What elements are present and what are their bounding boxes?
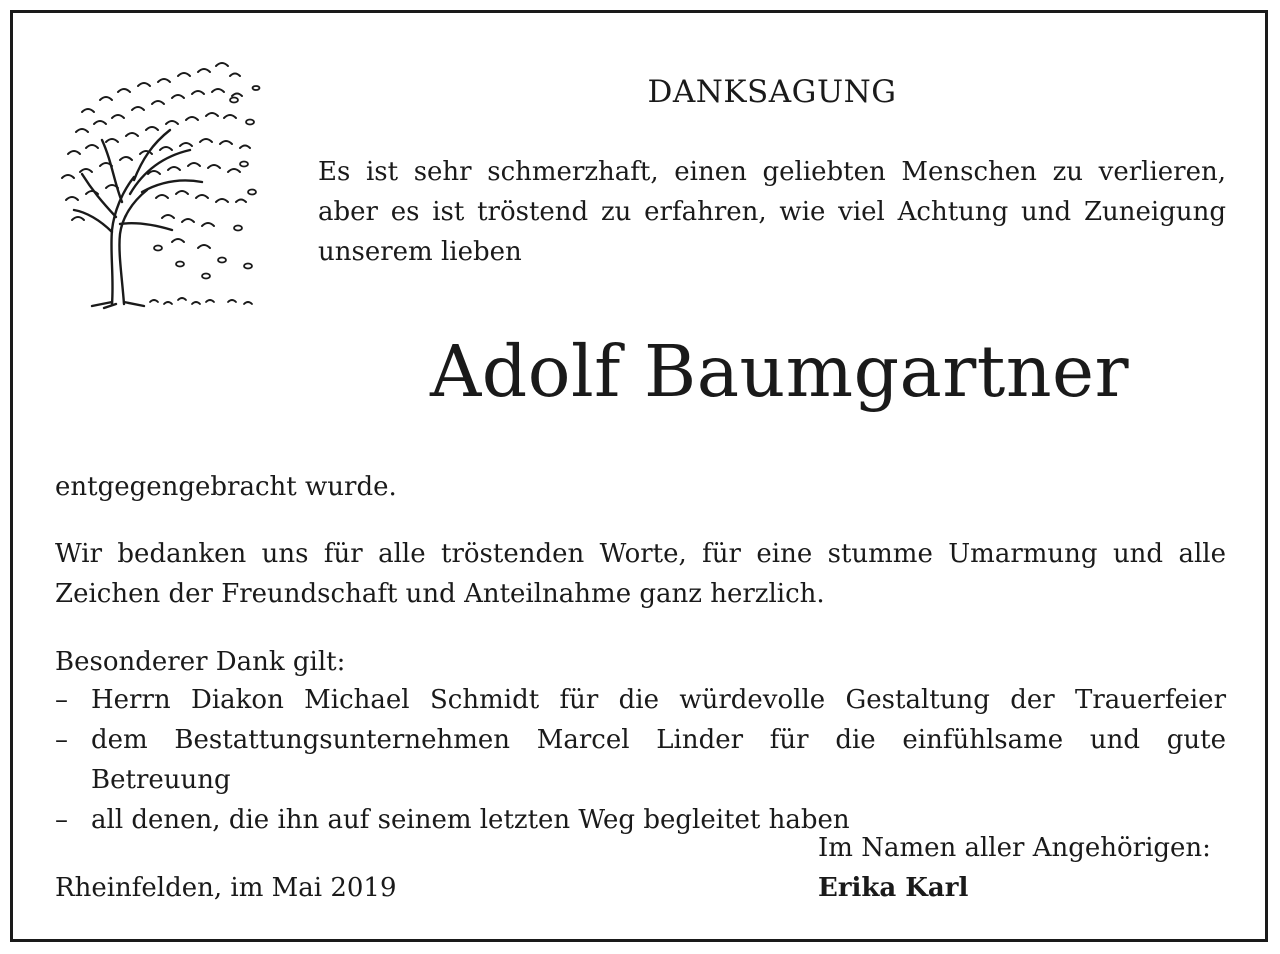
special-thanks-label: Besonderer Dank gilt: xyxy=(55,647,346,677)
list-item xyxy=(55,680,1226,720)
list-item xyxy=(55,720,1226,800)
dash-bullet: – xyxy=(55,725,68,755)
list-item-text: dem Bestattungsunternehmen Marcel Linder für die einfühlsame und gute Betreuung xyxy=(91,725,1226,795)
intro-paragraph: Es ist sehr schmerzhaft, einen geliebten Menschen zu verlieren, aber es ist tröstend zu erfahren, wie viel Achtung und Zuneigung unserem lieben xyxy=(318,157,1226,267)
special-thanks-list xyxy=(55,680,1226,840)
thanks-paragraph: Wir bedanken uns für alle tröstenden Worte, für eine stumme Umarmung und alle Zeichen der Freundschaft und Anteilnahme ganz herzlich. xyxy=(55,539,1226,609)
place-and-date: Rheinfelden, im Mai 2019 xyxy=(55,873,397,903)
notice-heading: DANKSAGUNG xyxy=(647,74,897,110)
dash-bullet: – xyxy=(55,685,68,715)
windblown-tree-icon xyxy=(52,52,267,314)
list-item-text: Herrn Diakon Michael Schmidt für die würdevolle Gestaltung der Trauerfeier xyxy=(91,685,1226,715)
closing-line: Im Namen aller Angehörigen: xyxy=(818,833,1211,863)
list-item-text: all denen, die ihn auf seinem letzten Weg begleitet haben xyxy=(91,805,850,835)
dash-bullet: – xyxy=(55,805,68,835)
after-name-text: entgegengebracht wurde. xyxy=(55,472,397,502)
deceased-name: Adolf Baumgartner xyxy=(430,330,1130,413)
signature-name: Erika Karl xyxy=(818,873,969,903)
